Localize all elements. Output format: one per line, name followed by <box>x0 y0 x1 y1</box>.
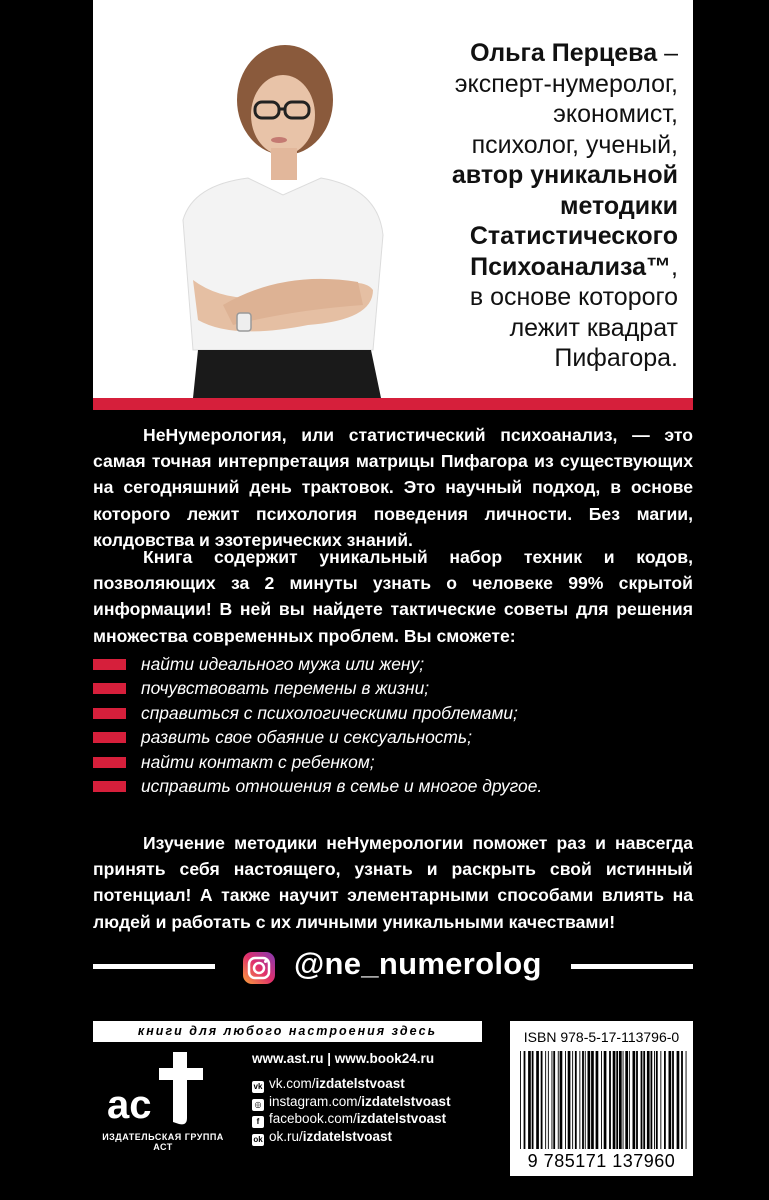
barcode-bar <box>568 1051 571 1149</box>
bio-line-bold: автор уникальной <box>451 161 678 189</box>
instagram-icon <box>242 951 276 985</box>
barcode-bar <box>579 1051 580 1149</box>
barcode-bar <box>575 1051 577 1149</box>
bullet-marker <box>93 732 126 743</box>
bio-line: в основе которого <box>469 283 678 311</box>
bio-line: лежит квадрат <box>509 313 678 342</box>
bullet-marker <box>93 708 126 719</box>
barcode-bar <box>536 1051 539 1149</box>
social-links <box>252 1075 451 1145</box>
bio-line: психолог, ученый, <box>471 130 678 159</box>
barcode-bar <box>654 1051 655 1149</box>
bio-line: Пифагора. <box>554 344 678 372</box>
bio-line-bold: Статистического <box>469 222 678 250</box>
barcode-bar <box>524 1051 526 1149</box>
barcode-bar <box>552 1051 553 1149</box>
barcode-bar <box>591 1051 594 1149</box>
barcode-bar <box>623 1051 624 1149</box>
barcode-bar <box>677 1051 680 1149</box>
barcode-bar <box>651 1051 653 1149</box>
barcode-bar <box>647 1051 650 1149</box>
barcode-bar <box>660 1051 661 1149</box>
isbn-block <box>510 1021 693 1176</box>
social-link-facebook[interactable]: f facebook.com/izdatelstvoast <box>252 1110 451 1128</box>
barcode-bar <box>545 1051 546 1149</box>
barcode-bar <box>541 1051 543 1149</box>
barcode-bar <box>585 1051 586 1149</box>
list-item: справиться с психологическими проблемами; <box>93 701 693 725</box>
isbn-number: ISBN 978-5-17-113796-0 <box>523 1029 680 1045</box>
description-paragraph: Изучение методики неНумерологии поможет раз и навсегда принять себя настоящего, узнать и раскрыть свой истинный потенциал! А также научит элементарными способами влиять на людей и работать с их личными уникальными качествами! <box>93 833 693 932</box>
barcode-bar <box>643 1051 645 1149</box>
ast-logo <box>103 1048 213 1128</box>
benefits-list <box>93 652 693 798</box>
barcode-bar <box>532 1051 534 1149</box>
barcode-bar <box>641 1051 643 1149</box>
instagram-icon: ◎ <box>252 1099 264 1111</box>
barcode-bar <box>601 1051 602 1149</box>
barcode-bar <box>636 1051 638 1149</box>
author-portrait <box>133 20 393 398</box>
bullet-marker <box>93 757 126 768</box>
list-item: найти идеального мужа или жену; <box>93 652 693 676</box>
barcode-bar <box>616 1051 618 1149</box>
publisher-name: ИЗДАТЕЛЬСКАЯ ГРУППА АСТ <box>102 1132 224 1152</box>
barcode-bar <box>553 1051 555 1149</box>
barcode <box>518 1051 690 1155</box>
social-link-odnoklassniki[interactable]: ok ok.ru/izdatelstvoast <box>253 1128 393 1144</box>
list-item: почувствовать перемены в жизни; <box>93 676 693 700</box>
barcode-bar <box>681 1051 683 1149</box>
barcode-bar <box>588 1051 591 1149</box>
bullet-marker <box>93 683 126 694</box>
barcode-bar <box>613 1051 616 1149</box>
bio-line-bold: Психоанализа™ <box>470 252 672 281</box>
odnoklassniki-icon: ok <box>253 1134 263 1144</box>
bio-line: экономист, <box>553 100 678 128</box>
barcode-bar <box>686 1051 687 1149</box>
barcode-bar <box>560 1051 563 1149</box>
barcode-bar <box>572 1051 573 1149</box>
barcode-bar <box>604 1051 607 1149</box>
barcode-bar <box>558 1051 559 1149</box>
list-item: исправить отношения в семье и многое другое. <box>93 774 693 798</box>
bio-line-bold: методики <box>559 191 678 220</box>
barcode-bar <box>633 1051 636 1149</box>
barcode-bar <box>609 1051 611 1149</box>
barcode-digits: 9 785171 137960 <box>527 1151 676 1171</box>
barcode-bar <box>548 1051 549 1149</box>
author-name: Ольга Перцева <box>470 39 658 67</box>
barcode-bar <box>656 1051 658 1149</box>
barcode-bar <box>619 1051 622 1149</box>
barcode-bar <box>672 1051 674 1149</box>
description-paragraph: Книга содержит уникальный набор техник и кодов, позволяющих за 2 минуты узнать о человеке 99% скрытой информации! В ней вы найдете тактические советы для решения множества современных проблем. Вы сможете: <box>93 547 693 646</box>
facebook-icon: f <box>252 1116 264 1128</box>
description-paragraph: НеНумерология, или статистический психоанализ, — это самая точная интерпретация матрицы Пифагора из существующих на сегодняшний день трактовок. Это научный подход, в основе которого лежит психология поведения личности. Без магии, колдовства и эзотерических знаний. <box>93 425 693 550</box>
barcode-bar <box>669 1051 672 1149</box>
publisher-slogan: книги для любого настроения здесь <box>93 1021 482 1042</box>
bio-line: эксперт-нумеролог, <box>454 69 678 98</box>
accent-stripe <box>93 398 693 410</box>
barcode-bar <box>565 1051 566 1149</box>
barcode-bar <box>528 1051 531 1149</box>
social-link-instagram[interactable]: ◎ instagram.com/izdatelstvoast <box>252 1093 451 1111</box>
barcode-bar <box>625 1051 628 1149</box>
svg-text:ac: ac <box>107 1083 152 1127</box>
author-bio: Ольга Перцева – эксперт-нумеролог, экономист, психолог, ученый, автор уникальной методики Статистического Психоанализа™, в основе которого лежит квадрат Пифагора. <box>373 38 678 374</box>
author-panel <box>93 0 693 398</box>
list-item: найти контакт с ребенком; <box>93 750 693 774</box>
barcode-bar <box>582 1051 584 1149</box>
instagram-handle[interactable]: @ne_numerolog <box>294 946 542 981</box>
barcode-bar <box>520 1051 521 1149</box>
divider <box>571 964 693 969</box>
barcode-bar <box>629 1051 630 1149</box>
divider <box>93 964 215 969</box>
bullet-marker <box>93 781 126 792</box>
barcode-bar <box>596 1051 599 1149</box>
barcode-bar <box>664 1051 666 1149</box>
social-link-vk[interactable]: vk vk.com/izdatelstvoast <box>253 1076 405 1091</box>
publisher-websites[interactable]: www.ast.ru | www.book24.ru <box>252 1051 435 1066</box>
vk-icon: vk <box>253 1082 263 1091</box>
list-item: развить свое обаяние и сексуальность; <box>93 725 693 749</box>
bullet-marker <box>93 659 126 670</box>
